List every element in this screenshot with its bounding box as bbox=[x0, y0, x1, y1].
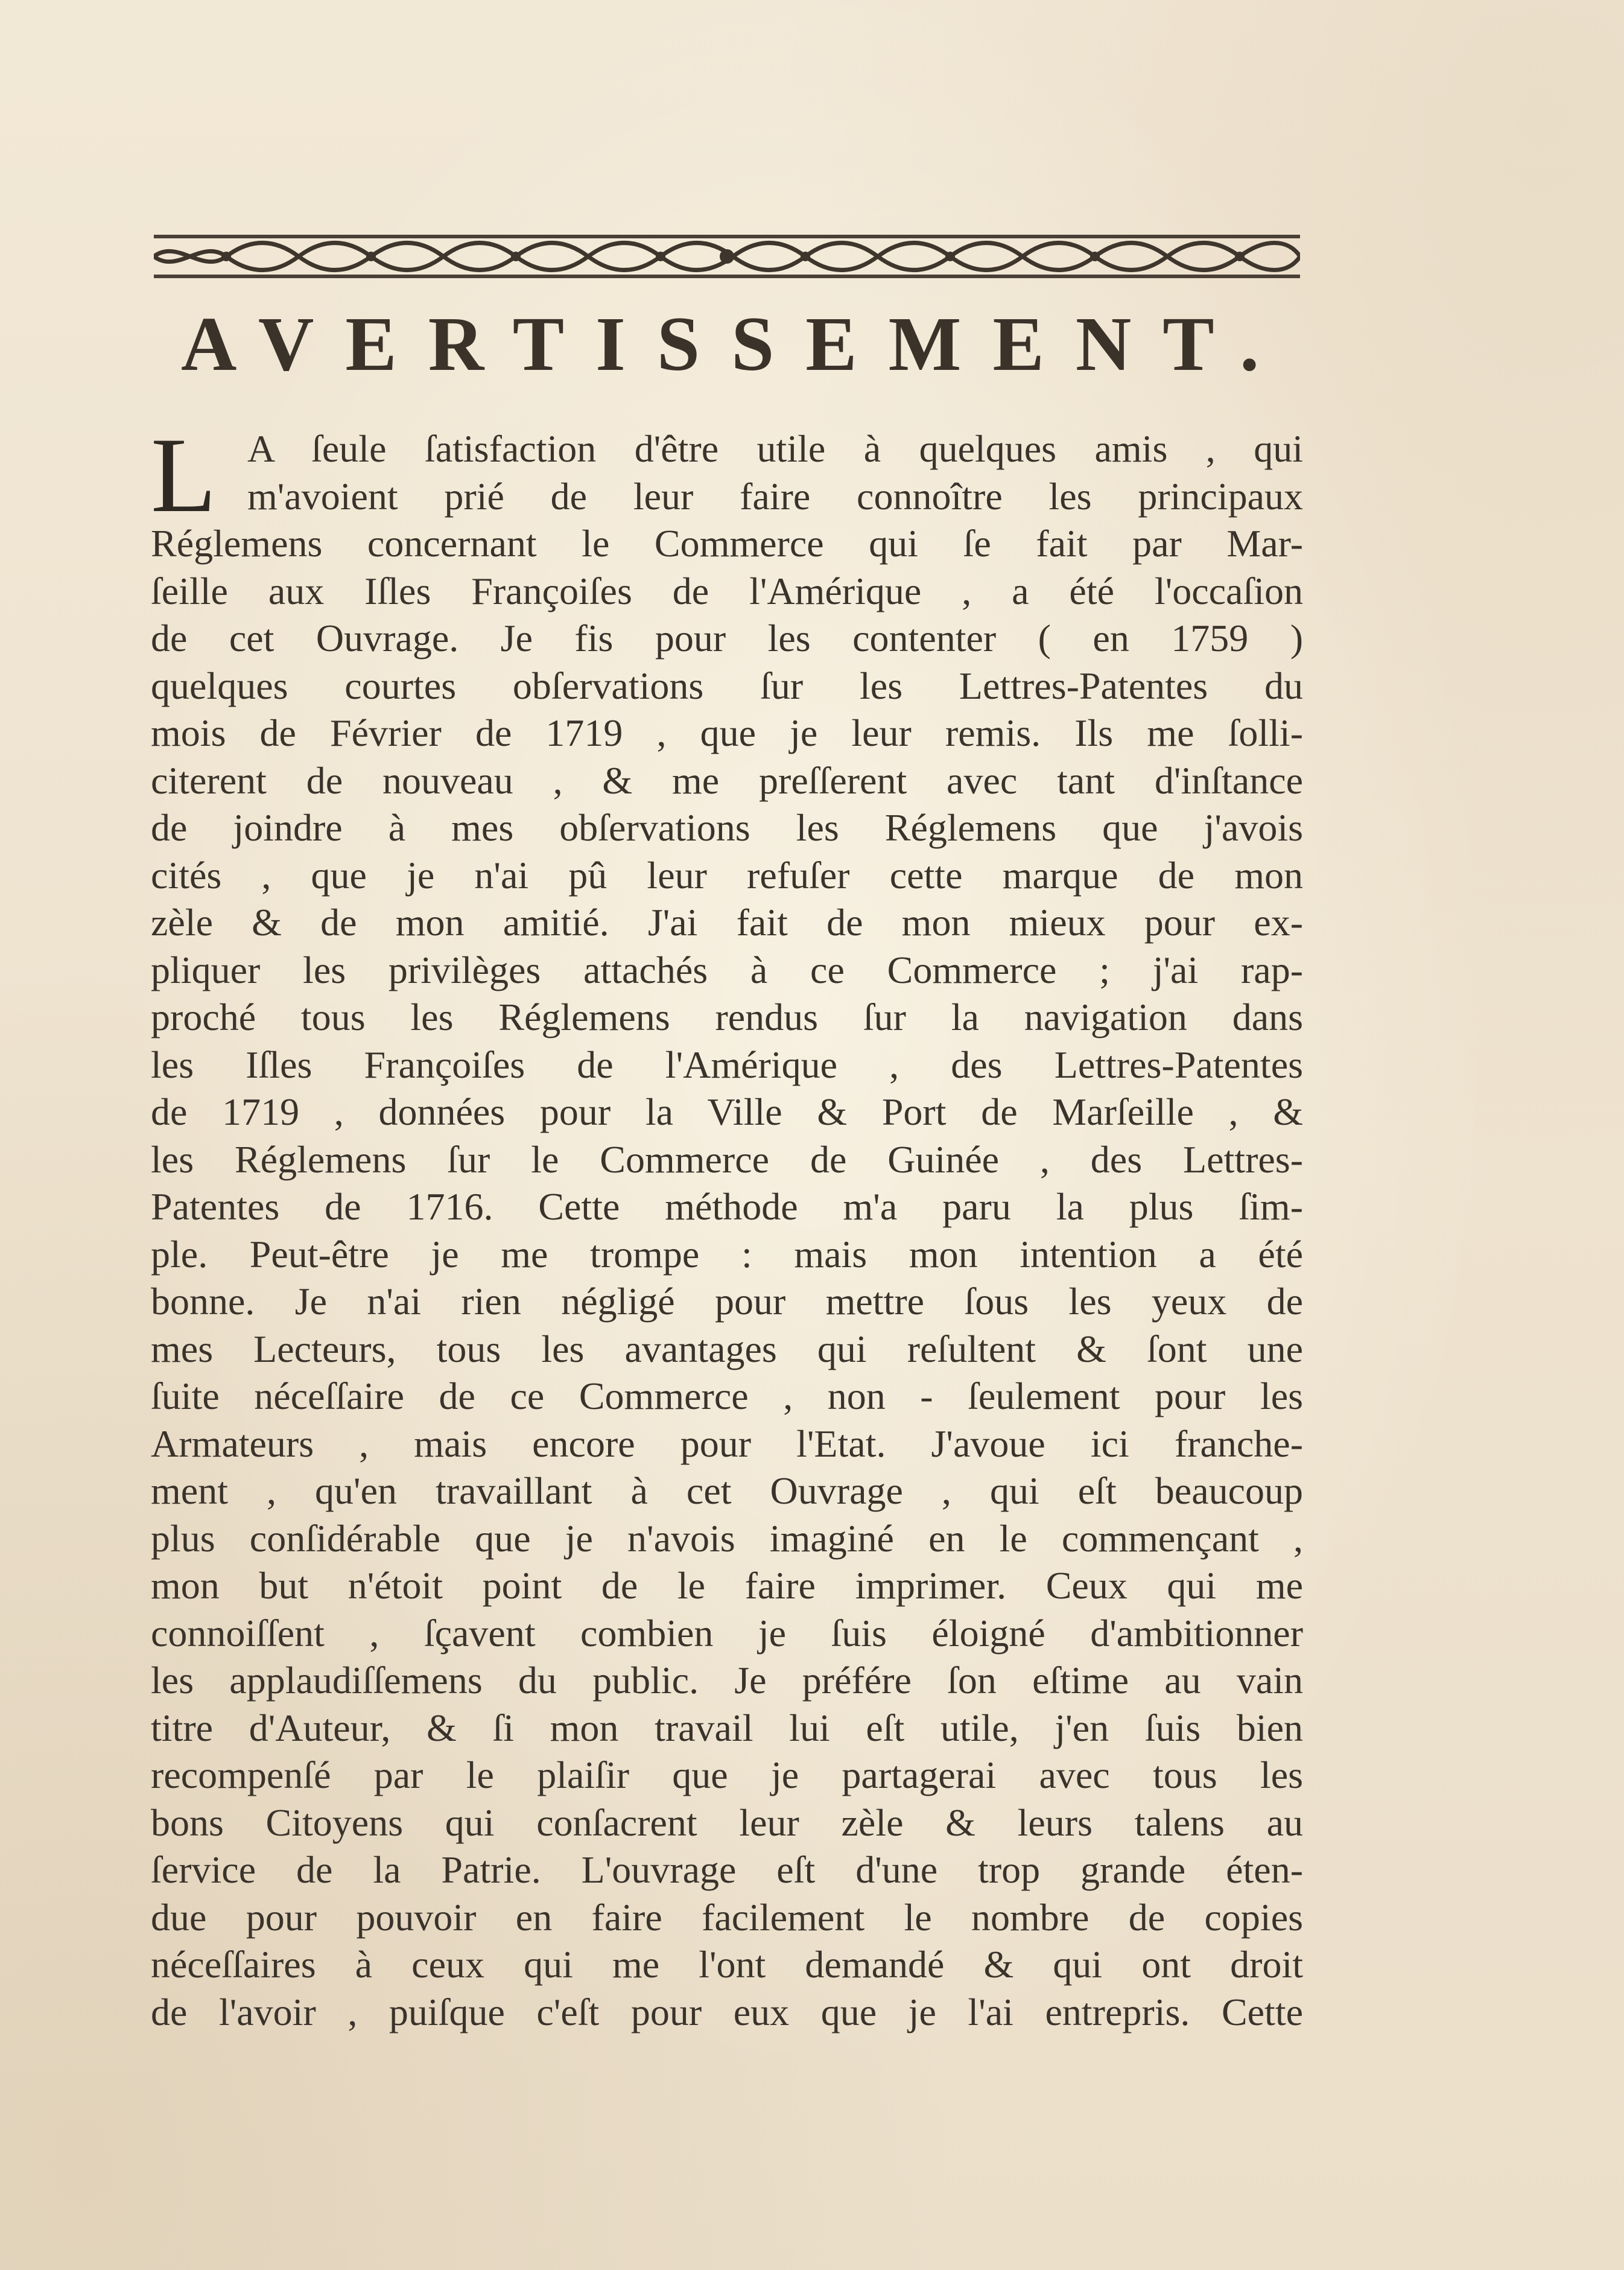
text-line: connoiſſent , ſçavent combien je ſuis éloigné d'ambitionner bbox=[151, 1611, 1303, 1655]
text-line: A ſeule ſatisfaction d'être utile à quelques amis , qui bbox=[247, 427, 1303, 470]
text-line: cités , que je n'ai pû leur refuſer cette marque de mon bbox=[151, 853, 1303, 897]
text-line: Patentes de 1716. Cette méthode m'a paru la plus ſim- bbox=[151, 1185, 1303, 1228]
text-line: mes Lecteurs, tous les avantages qui reſultent & ſont une bbox=[151, 1327, 1303, 1370]
text-line: due pour pouvoir en faire facilement le nombre de copies bbox=[151, 1895, 1303, 1939]
text-line: m'avoient prié de leur faire connoître les principaux bbox=[247, 474, 1303, 518]
text-line: mois de Février de 1719 , que je leur remis. Ils me ſolli- bbox=[151, 711, 1303, 754]
text-line: les Réglemens ſur le Commerce de Guinée , des Lettres- bbox=[151, 1137, 1303, 1181]
text-line: plus conſidérable que je n'avois imaginé en le commençant , bbox=[151, 1516, 1303, 1560]
text-line: pliquer les privilèges attachés à ce Commerce ; j'ai rap- bbox=[151, 948, 1303, 991]
text-line: ſervice de la Patrie. L'ouvrage eſt d'une trop grande éten- bbox=[151, 1848, 1303, 1891]
drop-cap: L bbox=[151, 415, 217, 535]
text-line: citerent de nouveau , & me preſſerent avec tant d'inſtance bbox=[151, 758, 1303, 802]
body-text bbox=[151, 415, 1303, 2036]
text-line: titre d'Auteur, & ſi mon travail lui eſt utile, j'en ſuis bien bbox=[151, 1706, 1303, 1749]
text-line: les Iſles Françoiſes de l'Amérique , des Lettres-Patentes bbox=[151, 1043, 1303, 1086]
text-line: Armateurs , mais encore pour l'Etat. J'avoue ici franche- bbox=[151, 1422, 1303, 1465]
text-line: Réglemens concernant le Commerce qui ſe fait par Mar- bbox=[151, 522, 1303, 565]
text-line: ſuite néceſſaire de ce Commerce , non - ſeulement pour les bbox=[151, 1375, 1303, 1417]
text-line: mon but n'étoit point de le faire imprimer. Ceux qui me bbox=[151, 1564, 1303, 1607]
text-line: ſeille aux Iſles Françoiſes de l'Amérique , a été l'occaſion bbox=[151, 569, 1303, 612]
text-line: ple. Peut-être je me trompe : mais mon intention a été bbox=[151, 1232, 1303, 1276]
text-line: zèle & de mon amitié. J'ai fait de mon mieux pour ex- bbox=[151, 901, 1303, 944]
text-line: de cet Ouvrage. Je fis pour les contenter ( en 1759 ) bbox=[151, 617, 1303, 660]
text-line: recompenſé par le plaiſir que je partagerai avec tous les bbox=[151, 1753, 1303, 1796]
text-line: quelques courtes obſervations ſur les Lettres-Patentes du bbox=[151, 664, 1303, 707]
page-title: AVERTISSEMENT. bbox=[181, 301, 1291, 387]
text-line: de 1719 , données pour la Ville & Port de Marſeille , & bbox=[151, 1090, 1303, 1133]
text-line: les applaudiſſemens du public. Je préfére ſon eſtime au vain bbox=[151, 1659, 1303, 1702]
text-line: de joindre à mes obſervations les Réglemens que j'avois bbox=[151, 806, 1303, 849]
text-line: bonne. Je n'ai rien négligé pour mettre ſous les yeux de bbox=[151, 1280, 1303, 1323]
text-line: de l'avoir , puiſque c'eſt pour eux que je l'ai entrepris. Cette bbox=[151, 1990, 1303, 2033]
ornamental-header-band bbox=[154, 232, 1300, 281]
text-line: néceſſaires à ceux qui me l'ont demandé & qui ont droit bbox=[151, 1943, 1303, 1986]
text-line: ment , qu'en travaillant à cet Ouvrage , qui eſt beaucoup bbox=[151, 1469, 1303, 1512]
text-line: bons Citoyens qui conſacrent leur zèle & leurs talens au bbox=[151, 1801, 1303, 1844]
text-line: proché tous les Réglemens rendus ſur la navigation dans bbox=[151, 996, 1303, 1038]
